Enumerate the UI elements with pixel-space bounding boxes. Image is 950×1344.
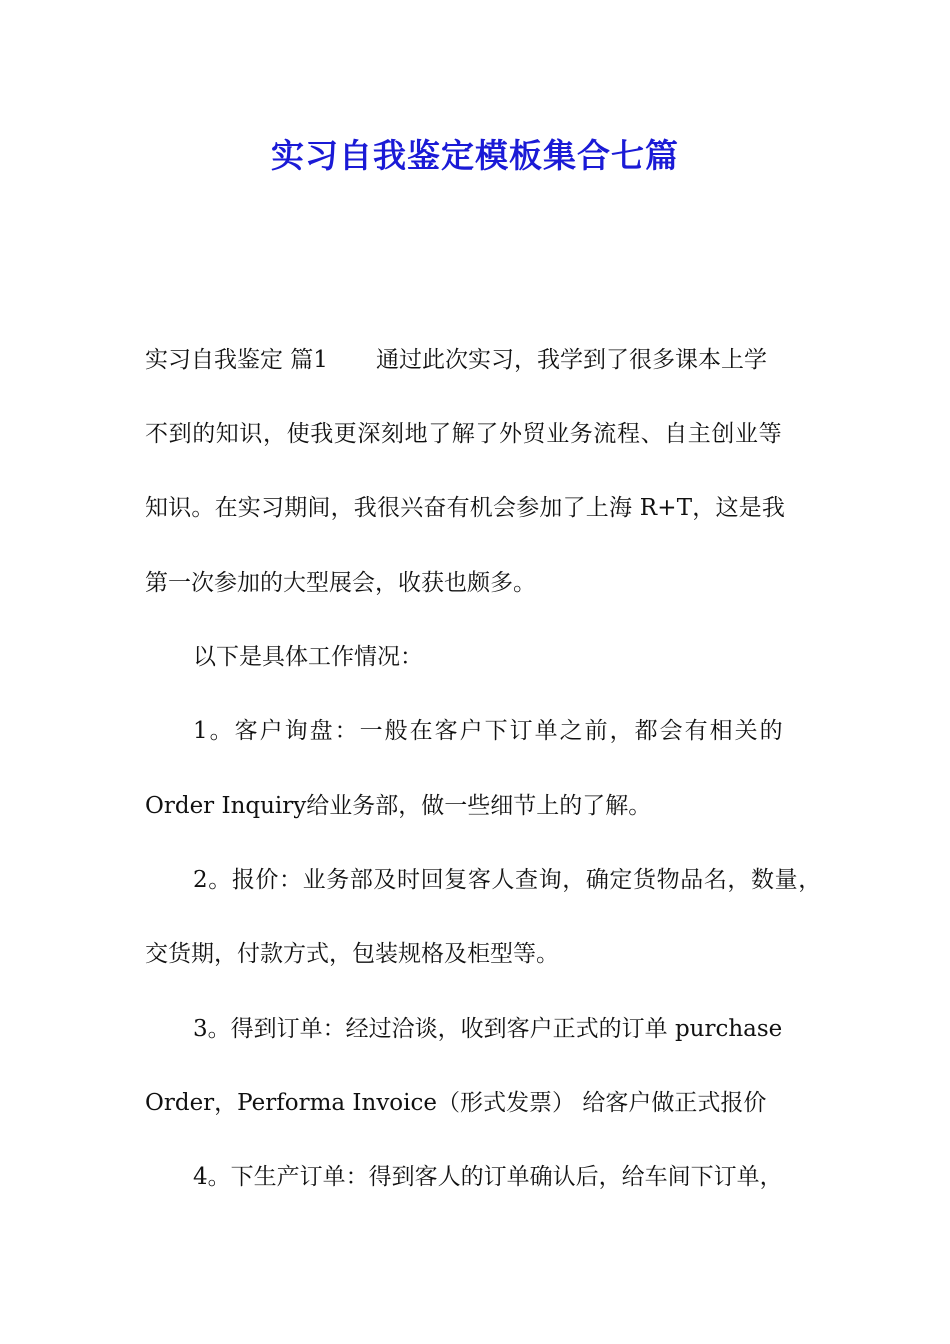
document-title: 实习自我鉴定模板集合七篇 xyxy=(271,136,679,175)
list-item-1-line-1: 1。客户询盘：一般在客户下订单之前，都会有相关的 xyxy=(193,718,785,744)
paragraph-line-1 xyxy=(145,340,767,380)
section-heading: 实习自我鉴定 篇1 xyxy=(145,347,328,373)
paragraph-text: 通过此次实习，我学到了很多课本上学 xyxy=(375,347,767,373)
list-item-3-line-2: Order，Performa Invoice（形式发票） 给客户做正式报价 xyxy=(145,1090,767,1116)
list-item-2-line-2: 交货期，付款方式，包装规格及柜型等。 xyxy=(145,941,559,967)
paragraph-line-4: 第一次参加的大型展会，收获也颇多。 xyxy=(145,570,536,596)
paragraph-line-5: 以下是具体工作情况： xyxy=(193,644,423,670)
list-item-1-line-2: Order Inquiry给业务部，做一些细节上的了解。 xyxy=(145,793,652,819)
list-item-4-line-1: 4。下生产订单：得到客人的订单确认后，给车间下订单， xyxy=(193,1164,783,1190)
paragraph-line-2: 不到的知识，使我更深刻地了解了外贸业务流程、自主创业等 xyxy=(145,421,783,447)
paragraph-line-3: 知识。在实习期间，我很兴奋有机会参加了上海 R+T，这是我 xyxy=(145,495,786,521)
list-item-3-line-1: 3。得到订单：经过洽谈，收到客户正式的订单 purchase xyxy=(193,1016,783,1042)
list-item-2-line-1: 2。报价：业务部及时回复客人查询，确定货物品名，数量， xyxy=(193,867,822,893)
